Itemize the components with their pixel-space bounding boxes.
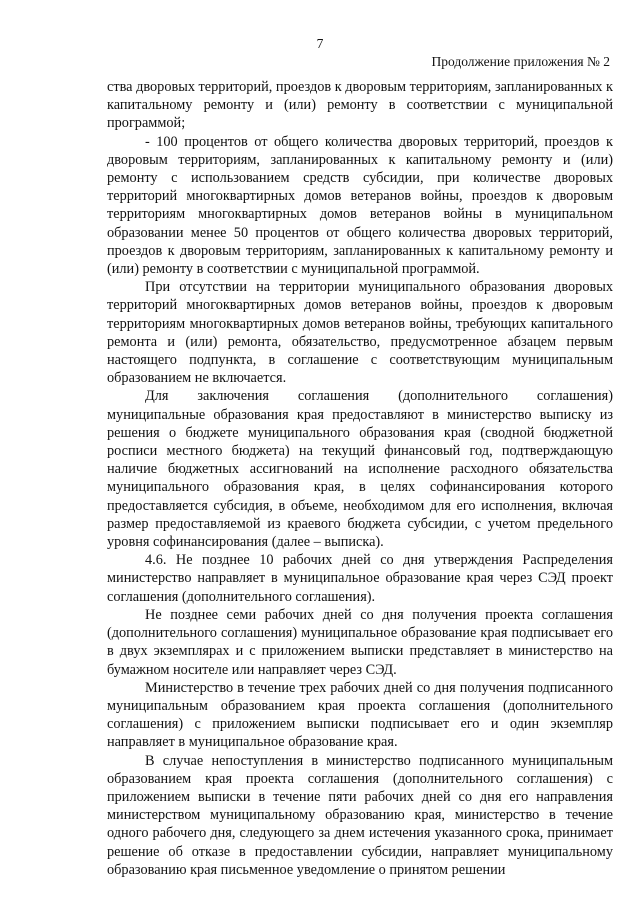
paragraph-list-item: - 100 процентов от общего количества дворовых территорий, проездов к дворовым территориям, запланированных к капитальному ремонту и (или) ремонту с использованием средств субсидии, при количестве дворовых территорий многоквартирных домов ветеранов войны, проездов к дворовым территориям многоквартирных домов ветеранов войны в муниципальном образовании менее 50 процентов от общего количества дворовых территорий, проездов к дворовым территориям, запланированных к капитальному ремонту и (или) ремонту в соответствии с муниципальной программой.	[107, 133, 613, 278]
running-header: Продолжение приложения № 2	[431, 54, 610, 69]
paragraph: Министерство в течение трех рабочих дней со дня получения подписанного муниципальным образованием края проекта соглашения (дополнительного соглашения) с приложением выписки подписывает его и один экземпляр направляет в муниципальное образование края.	[107, 679, 613, 751]
paragraph: В случае непоступления в министерство подписанного муниципальным образованием края проекта соглашения (дополнительного соглашения) с приложением выписки в течение пяти рабочих дней со дня его направления министерством муниципальному образованию края, министерство в течение одного рабочего дня, следующего за днем истечения указанного срока, принимает решение об отказе в предоставлении субсидии, направляет муниципальному образованию края письменное уведомление о принятом решении	[107, 752, 613, 878]
paragraph-clause-4-6: 4.6. Не позднее 10 рабочих дней со дня утверждения Распределения министерство направляет в муниципальное образование края через СЭД проект соглашения (дополнительного соглашения).	[107, 552, 613, 605]
body-text	[107, 78, 613, 879]
paragraph: Для заключения соглашения (дополнительного соглашения) муниципальные образования края предоставляют в министерство выписку из решения о бюджете муниципального образования края (сводной бюджетной росписи местного бюджета) на текущий финансовый год, подтверждающую наличие бюджетных ассигнований на исполнение расходного обязательства муниципального образования края, в целях софинансирования которого предоставляется субсидия, в объеме, необходимом для его исполнения, включая размер предоставляемой из краевого бюджета субсидии, с учетом предельного уровня софинансирования (далее – выписка).	[107, 388, 613, 551]
paragraph: Не позднее семи рабочих дней со дня получения проекта соглашения (дополнительного соглашения) муниципальное образование края подписывает его в двух экземплярах и с приложением выписки представляет в министерство на бумажном носителе или направляет через СЭД.	[107, 606, 613, 678]
paragraph: При отсутствии на территории муниципального образования дворовых территорий многоквартирных домов ветеранов войны, проездов к дворовым территориям многоквартирных домов ветеранов войны, требующих капитального ремонта и (или) ремонта, обязательство, предусмотренное абзацем первым настоящего подпункта, в соглашение с соответствующим муниципальным образованием не включается.	[107, 279, 613, 387]
paragraph-continuation: ства дворовых территорий, проездов к дворовым территориям, запланированных к капитальному ремонту и (или) ремонту в соответствии с муниципальной программой;	[107, 79, 613, 132]
page-number: 7	[316, 36, 324, 51]
